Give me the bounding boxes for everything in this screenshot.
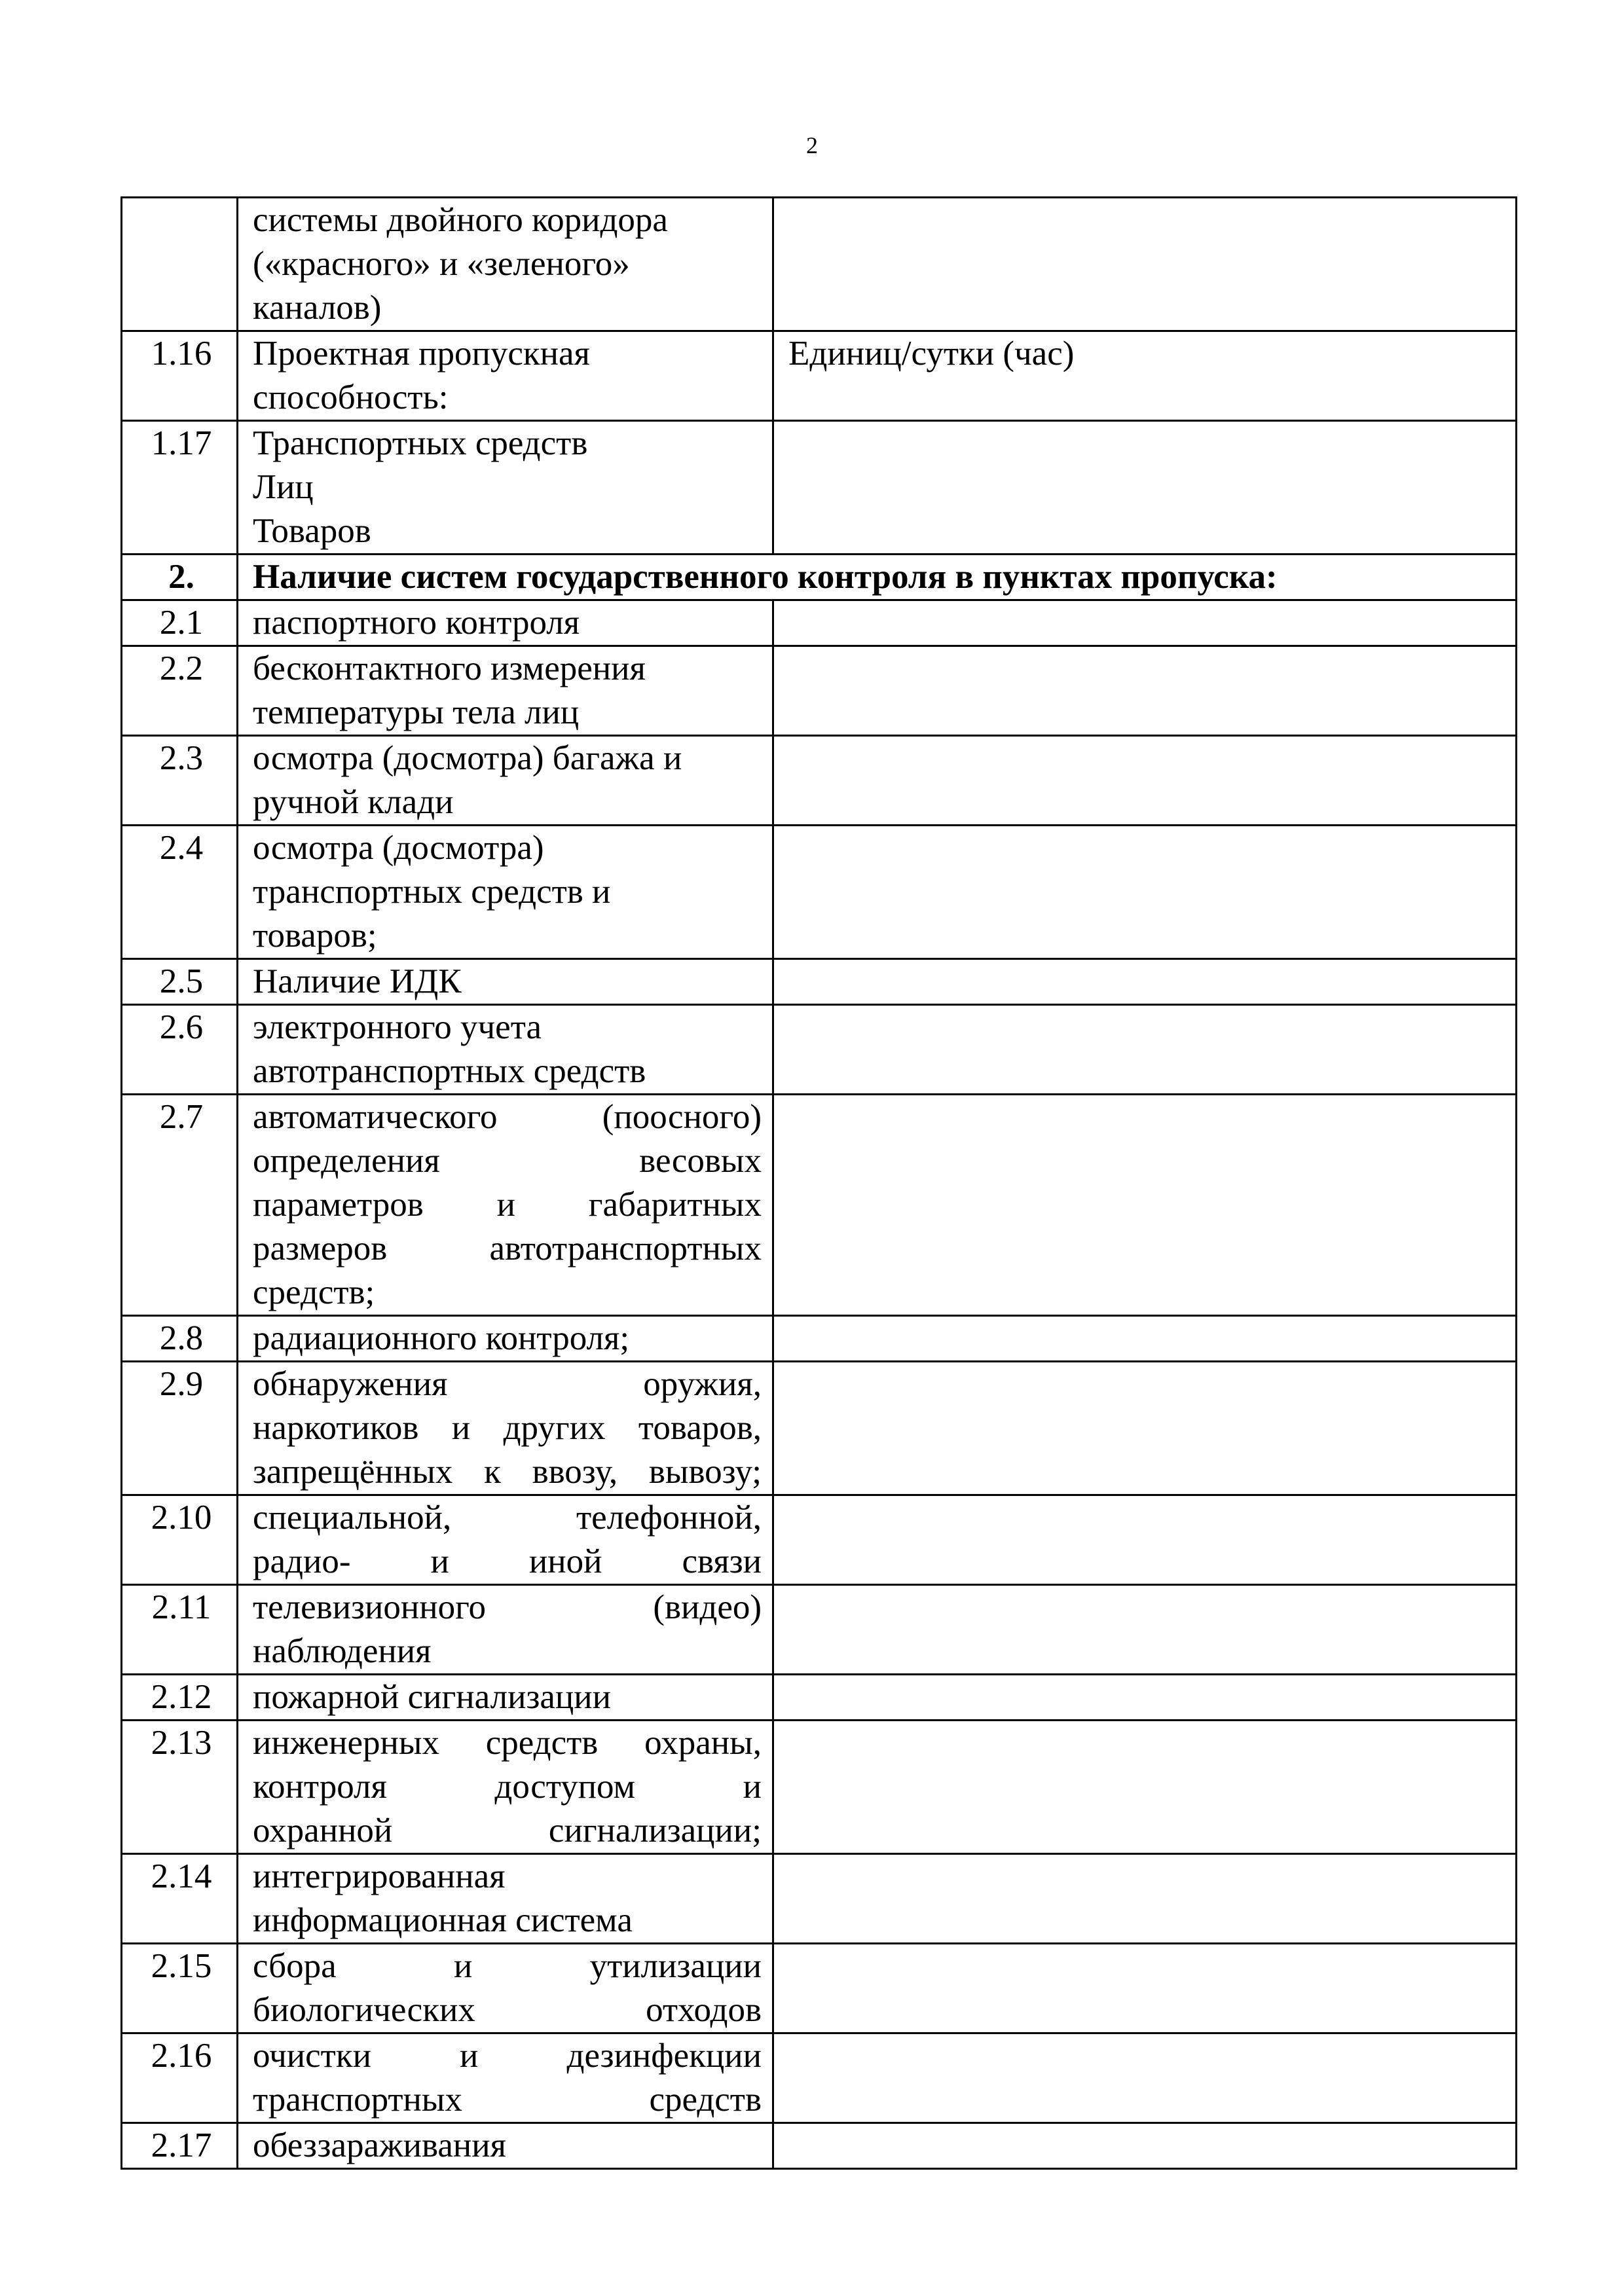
item-value [773, 646, 1517, 736]
description-line: пожарной сигнализации [253, 1678, 612, 1716]
table-row [122, 1095, 1517, 1316]
table-row [122, 1585, 1517, 1675]
item-description [238, 826, 773, 959]
description-line: наблюдения [253, 1632, 432, 1670]
description-line: осмотра (досмотра) багажа и [253, 739, 682, 777]
item-description [238, 1316, 773, 1362]
row-number: 2.1 [122, 600, 238, 646]
description-line: охранной сигнализации; [253, 1812, 762, 1850]
row-number: 2.6 [122, 1005, 238, 1095]
item-description [238, 1005, 773, 1095]
description-line: электронного учета [253, 1008, 542, 1046]
row-number: 2.12 [122, 1675, 238, 1721]
row-number: 2.7 [122, 1095, 238, 1316]
row-number: 1.17 [122, 421, 238, 555]
description-line: радио- и иной связи [253, 1542, 762, 1580]
item-description [238, 1095, 773, 1316]
description-line: бесконтактного измерения [253, 649, 646, 687]
item-description [238, 421, 773, 555]
description-line: транспортных средств и [253, 873, 611, 911]
row-number: 2.5 [122, 959, 238, 1005]
description-line: интегрированная [253, 1857, 506, 1895]
description-line: автотранспортных средств [253, 1052, 646, 1090]
item-value [773, 736, 1517, 826]
description-line: параметров и габаритных [253, 1186, 762, 1224]
item-description [238, 736, 773, 826]
item-value [773, 1721, 1517, 1854]
row-number: 1.16 [122, 331, 238, 421]
section-heading-row [122, 555, 1517, 600]
description-line: специальной, телефонной, [253, 1499, 762, 1537]
table-row [122, 421, 1517, 555]
description-line: транспортных средств [253, 2081, 762, 2119]
description-line: размеров автотранспортных [253, 1230, 762, 1267]
table-row [122, 959, 1517, 1005]
item-description [238, 1675, 773, 1721]
item-value [773, 1316, 1517, 1362]
item-value [773, 1585, 1517, 1675]
description-line: ручной клади [253, 783, 454, 821]
item-value [773, 826, 1517, 959]
table-row [122, 331, 1517, 421]
item-description [238, 198, 773, 331]
row-number: 2.9 [122, 1362, 238, 1495]
description-line: запрещённых к ввозу, вывозу; [253, 1453, 762, 1491]
item-value [773, 421, 1517, 555]
row-number: 2.13 [122, 1721, 238, 1854]
item-value [773, 1005, 1517, 1095]
table-row [122, 826, 1517, 959]
item-description [238, 2033, 773, 2123]
description-line: определения весовых [253, 1142, 762, 1180]
table-body [122, 198, 1517, 2169]
row-number: 2.2 [122, 646, 238, 736]
table-row [122, 646, 1517, 736]
item-description [238, 1854, 773, 1944]
description-line: температуры тела лиц [253, 693, 580, 731]
table-row [122, 2123, 1517, 2169]
description-line: инженерных средств охраны, [253, 1724, 762, 1762]
item-description [238, 1362, 773, 1495]
description-line: Проектная пропускная [253, 335, 590, 373]
description-line: Наличие ИДК [253, 962, 462, 1000]
description-line: контроля доступом и [253, 1768, 762, 1806]
row-number: 2.11 [122, 1585, 238, 1675]
description-line: средств; [253, 1273, 375, 1311]
description-line: паспортного контроля [253, 604, 580, 642]
section-title: Наличие систем государственного контроля в пунктах пропуска: [238, 555, 1517, 600]
row-number: 2.3 [122, 736, 238, 826]
table-row [122, 1495, 1517, 1585]
description-line: Транспортных средств [253, 424, 588, 462]
table-row [122, 1944, 1517, 2033]
item-value [773, 1495, 1517, 1585]
description-line: («красного» и «зеленого» [253, 245, 630, 283]
description-line: способность: [253, 378, 449, 416]
item-description [238, 1721, 773, 1854]
description-line: обнаружения оружия, [253, 1365, 762, 1403]
description-line: Лиц [253, 468, 314, 506]
description-line: сбора и утилизации [253, 1947, 762, 1985]
description-line: осмотра (досмотра) [253, 829, 544, 867]
item-description [238, 1495, 773, 1585]
item-value [773, 1854, 1517, 1944]
table-row [122, 1675, 1517, 1721]
item-description [238, 959, 773, 1005]
row-number: 2.16 [122, 2033, 238, 2123]
table-row [122, 198, 1517, 331]
item-value [773, 600, 1517, 646]
table-row [122, 1316, 1517, 1362]
description-line: системы двойного коридора [253, 201, 668, 239]
description-line: автоматического (поосного) [253, 1098, 762, 1136]
item-description [238, 600, 773, 646]
table-row [122, 736, 1517, 826]
row-number: 2.10 [122, 1495, 238, 1585]
item-description [238, 331, 773, 421]
row-number: 2. [122, 555, 238, 600]
item-value [773, 198, 1517, 331]
item-value [773, 1362, 1517, 1495]
page-number: 2 [806, 132, 818, 158]
row-number: 2.4 [122, 826, 238, 959]
checkpoint-systems-table [120, 196, 1517, 2170]
item-description [238, 1944, 773, 2033]
item-value [773, 1944, 1517, 2033]
description-line: товаров; [253, 917, 377, 955]
item-value [773, 1675, 1517, 1721]
item-description [238, 646, 773, 736]
description-line: обеззараживания [253, 2126, 506, 2164]
item-value [773, 2123, 1517, 2169]
row-number: 2.14 [122, 1854, 238, 1944]
table-row [122, 1854, 1517, 1944]
description-line: Товаров [253, 512, 371, 550]
table-row [122, 1721, 1517, 1854]
item-value: Единиц/сутки (час) [773, 331, 1517, 421]
description-line: биологических отходов [253, 1991, 762, 2029]
table-row [122, 600, 1517, 646]
row-number [122, 198, 238, 331]
item-value [773, 959, 1517, 1005]
description-line: радиационного контроля; [253, 1319, 630, 1357]
description-line: очистки и дезинфекции [253, 2037, 762, 2075]
description-line: информационная система [253, 1901, 633, 1939]
row-number: 2.15 [122, 1944, 238, 2033]
table-row [122, 1362, 1517, 1495]
description-line: каналов) [253, 289, 382, 327]
item-value [773, 2033, 1517, 2123]
item-description [238, 1585, 773, 1675]
item-description [238, 2123, 773, 2169]
description-line: наркотиков и других товаров, [253, 1409, 762, 1447]
row-number: 2.17 [122, 2123, 238, 2169]
row-number: 2.8 [122, 1316, 238, 1362]
description-line: телевизионного (видео) [253, 1588, 762, 1626]
item-value [773, 1095, 1517, 1316]
table-row [122, 2033, 1517, 2123]
table-row [122, 1005, 1517, 1095]
